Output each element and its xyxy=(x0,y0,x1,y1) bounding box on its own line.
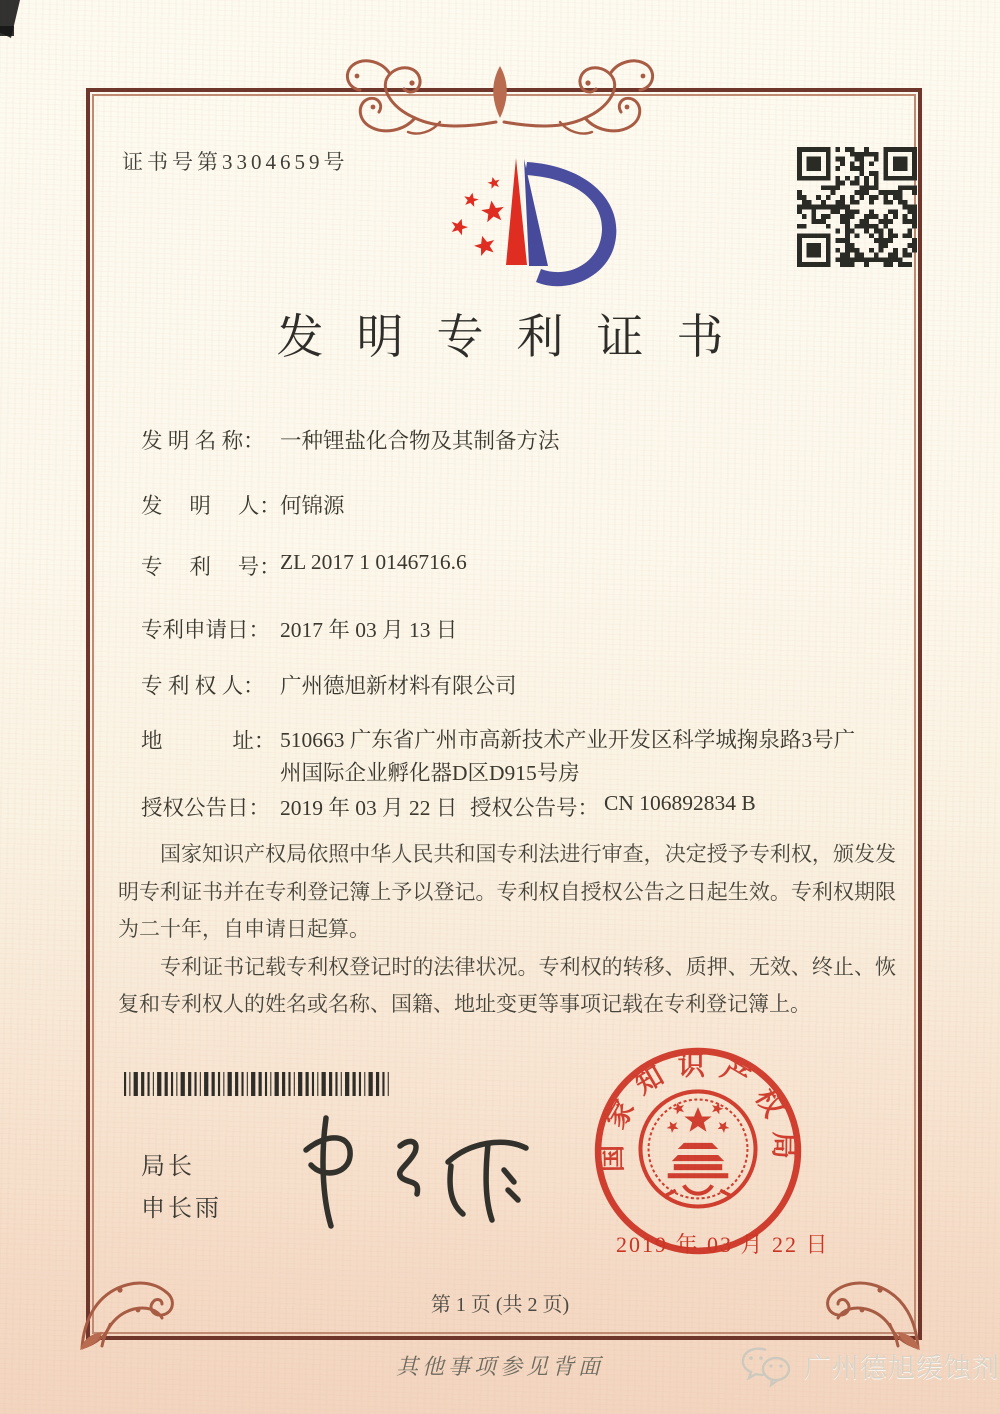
logo-p-curve xyxy=(525,162,616,286)
certificate-number: 证书号第3304659号 xyxy=(122,150,349,174)
field-label: 专利申请日： xyxy=(141,618,271,642)
back-note: 其他事项参见背面 xyxy=(395,1354,604,1379)
field-address xyxy=(141,724,866,790)
seal-date: 2019 年 03 月 22 日 xyxy=(616,1232,830,1257)
field-label: 授权公告日： xyxy=(141,796,271,820)
director-name-label: 申长雨 xyxy=(141,1196,222,1222)
center-leaf-ornament xyxy=(493,66,507,118)
barcode xyxy=(124,1072,392,1096)
field-value: 510663 广东省广州市高新技术产业开发区科学城掬泉路3号广州国际企业孵化器D区D915号房 xyxy=(280,728,856,785)
qr-code xyxy=(797,147,917,267)
field-value: 2017 年 03 月 13 日 xyxy=(280,618,458,642)
director-role-label: 局长 xyxy=(141,1154,195,1180)
field-label: 发 明 人： xyxy=(141,494,281,518)
legal-text-block xyxy=(118,836,896,1024)
field-grant-number xyxy=(470,791,756,822)
handwritten-signature xyxy=(288,1104,558,1244)
field-grant-date xyxy=(141,791,457,822)
cnipa-logo xyxy=(428,138,662,302)
field-value: CN 106892834 B xyxy=(604,791,756,815)
wechat-icon xyxy=(738,1342,796,1388)
logo-stars xyxy=(449,175,506,257)
field-invention-name xyxy=(141,424,560,455)
field-value: 2019 年 03 月 22 日 xyxy=(280,796,458,820)
field-value: 何锦源 xyxy=(280,494,345,518)
field-filing-date xyxy=(141,613,457,644)
field-patent-number xyxy=(141,550,467,581)
field-value: 一种锂盐化合物及其制备方法 xyxy=(280,429,560,453)
field-patentee xyxy=(141,669,517,700)
field-value: ZL 2017 1 0146716.6 xyxy=(280,550,467,574)
page-number: 第 1 页 (共 2 页) xyxy=(430,1294,570,1316)
field-value: 广州德旭新材料有限公司 xyxy=(280,674,517,698)
national-emblem xyxy=(640,1091,755,1206)
field-inventor xyxy=(141,489,345,520)
legal-paragraph-2: 专利证书记载专利权登记时的法律状况。专利权的转移、质押、无效、终止、恢复和专利权人的姓名或名称、国籍、地址变更等事项记载在专利登记簿上。 xyxy=(118,954,896,1016)
seal-ring-text: 国家知识产权局 xyxy=(597,1050,799,1173)
field-label: 发 明 名 称： xyxy=(141,429,265,453)
scan-artifact xyxy=(0,26,14,36)
field-label: 地 址： xyxy=(141,729,276,753)
watermark-block xyxy=(738,1342,1000,1388)
legal-paragraph-1: 国家知识产权局依照中华人民共和国专利法进行审查，决定授予专利权，颁发发明专利证书并在专利登记簿上予以登记。专利权自授权公告之日起生效。专利权期限为二十年，自申请日起算。 xyxy=(118,842,896,941)
field-label: 授权公告号： xyxy=(470,796,600,820)
logo-red-wedge xyxy=(506,158,527,265)
field-label: 专 利 权 人： xyxy=(141,674,265,698)
top-flourish-ornament xyxy=(320,52,680,144)
watermark-text: 广州德旭缓蚀剂 xyxy=(804,1352,1000,1383)
field-label: 专 利 号： xyxy=(141,555,281,579)
certificate-title: 发明专利证书 xyxy=(276,312,757,364)
